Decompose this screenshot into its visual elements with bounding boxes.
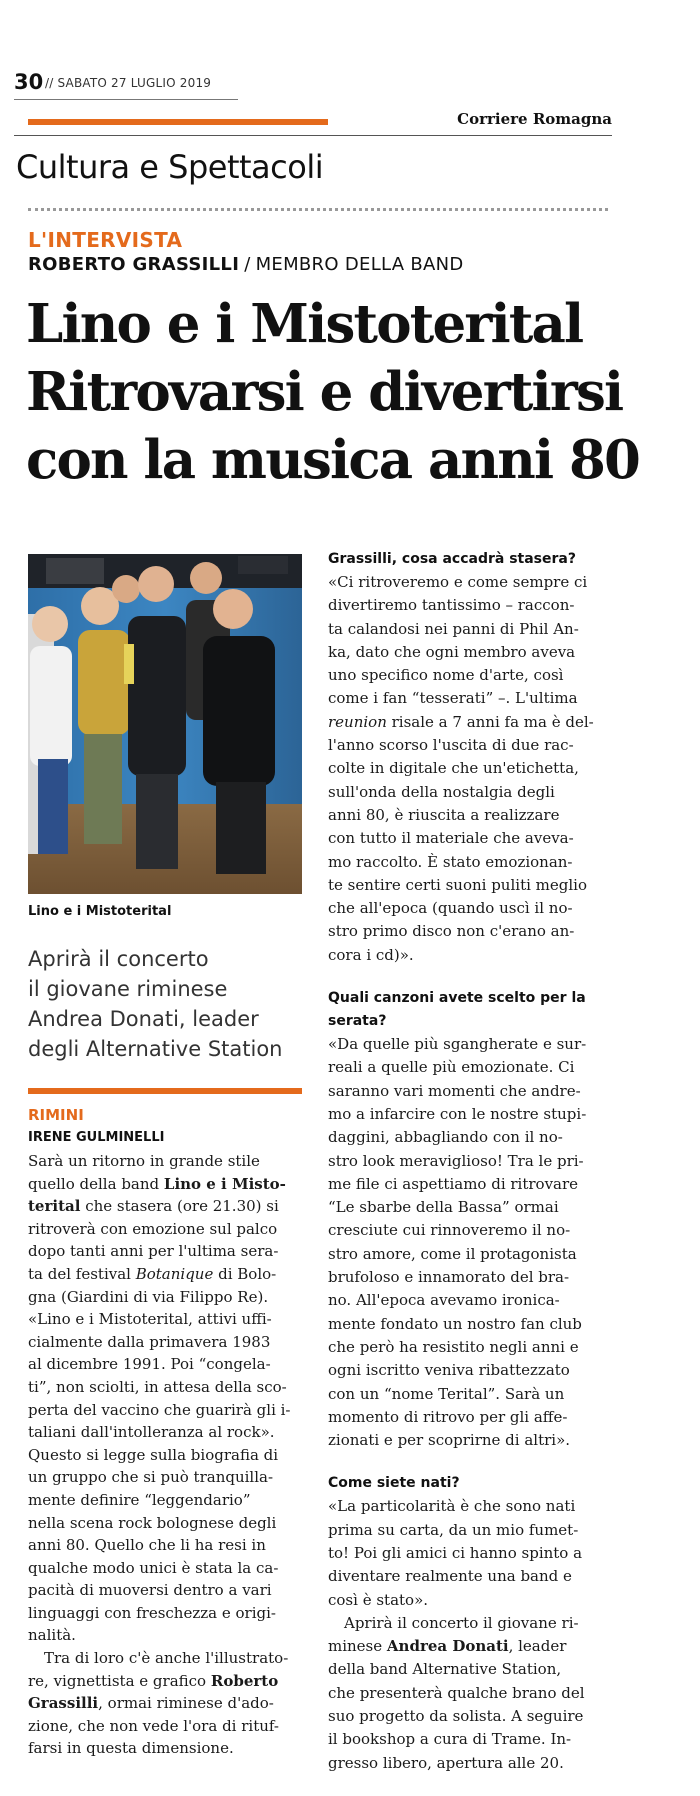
body-line: quello della band Lino e i Misto-: [28, 1174, 286, 1193]
answer-line: il bookshop a cura di Trame. In-: [328, 1730, 572, 1749]
answer-line: anni 80, è riuscita a realizzare: [328, 805, 560, 824]
answer-line: cora i cd)».: [328, 945, 414, 964]
answer-line: ka, dato che ogni membro aveva: [328, 642, 576, 661]
body-line: un gruppo che si può tranquilla-: [28, 1468, 274, 1487]
answer-line: Aprirà il concerto il giovane ri-: [344, 1613, 579, 1632]
answer-line: diventare realmente una band e: [328, 1567, 572, 1586]
answer-line: che all'epoca (quando uscì il no-: [328, 899, 573, 918]
answer-line: cresciute cui rinnoveremo il no-: [328, 1221, 571, 1240]
interview-question: Come siete nati?: [328, 1475, 460, 1492]
body-line: ti”, non sciolti, in attesa della sco-: [28, 1377, 287, 1396]
interview-question: serata?: [328, 1013, 387, 1030]
headline-line: Ritrovarsi e divertirsi: [26, 361, 623, 423]
interview-question: Quali canzoni avete scelto per la: [328, 990, 586, 1007]
body-line: Tra di loro c'è anche l'illustrato-: [44, 1649, 289, 1668]
body-line: Questo si legge sulla biografia di: [28, 1445, 279, 1464]
answer-line: stro primo disco non c'erano an-: [328, 922, 575, 941]
answer-line: ta calandosi nei panni di Phil An-: [328, 619, 579, 638]
answer-line: to! Poi gli amici ci hanno spinto a: [328, 1543, 583, 1562]
headline-line: Lino e i Mistoterital: [26, 293, 583, 355]
body-line: taliani dall'intolleranza al rock».: [28, 1423, 275, 1442]
answer-line: mente fondato un nostro fan club: [328, 1314, 582, 1333]
answer-line: momento di ritrovo per gli affe-: [328, 1407, 568, 1426]
answer-line: colte in digitale che un'etichetta,: [328, 759, 579, 778]
body-line: nalità.: [28, 1626, 76, 1645]
headline-line: con la musica anni 80: [26, 429, 640, 491]
kicker: L'INTERVISTA: [28, 228, 183, 252]
body-line: nella scena rock bolognese degli: [28, 1513, 277, 1532]
body-line: Grassilli, ormai riminese d'ado-: [28, 1694, 274, 1713]
pullquote-line: Aprirà il concerto: [28, 947, 209, 971]
masthead-rule: [14, 135, 612, 136]
section-accent-bar: [28, 119, 328, 125]
answer-line: me file ci aspettiamo di ritrovare: [328, 1174, 579, 1193]
answer-line: reunion risale a 7 anni fa ma è del-: [328, 712, 594, 731]
pullquote-line: Andrea Donati, leader: [28, 1007, 259, 1031]
pullquote-bar: [28, 1088, 302, 1094]
answer-line: sull'onda della nostalgia degli: [328, 782, 555, 801]
body-line: perta del vaccino che guarirà gli i-: [28, 1400, 291, 1419]
section-title: Cultura e Spettacoli: [16, 148, 324, 186]
pullquote: [28, 944, 308, 1064]
dateline-place: RIMINI: [28, 1106, 84, 1124]
answer-line: no. All'epoca avevamo ironica-: [328, 1291, 560, 1310]
newspaper-name: Corriere Romagna: [457, 110, 612, 128]
answer-line: saranno vari momenti che andre-: [328, 1081, 581, 1100]
pullquote-line: il giovane riminese: [28, 977, 228, 1001]
answer-line: stro look meraviglioso! Tra le pri-: [328, 1151, 584, 1170]
answer-line: «La particolarità è che sono nati: [328, 1497, 576, 1516]
body-line: zione, che non vede l'ora di rituf-: [28, 1716, 279, 1735]
issue-date: // SABATO 27 LUGLIO 2019: [45, 76, 212, 90]
body-line: ta del festival Botanique di Bolo-: [28, 1264, 277, 1283]
answer-line: divertiremo tantissimo – raccon-: [328, 596, 575, 615]
answer-line: così è stato».: [328, 1590, 429, 1609]
answer-line: “Le sbarbe della Bassa” ormai: [328, 1198, 559, 1217]
band-photo: [28, 554, 302, 894]
answer-line: come i fan “tesserati” –. L'ultima: [328, 689, 578, 708]
answer-line: te sentire certi suoni puliti meglio: [328, 875, 587, 894]
article-body-left: [28, 1150, 302, 1760]
byline-separator: /: [244, 254, 251, 275]
paragraph-gap: [328, 967, 604, 987]
body-line: qualche modo unici è stata la ca-: [28, 1558, 279, 1577]
body-line: dopo tanti anni per l'ultima sera-: [28, 1242, 279, 1261]
body-line: al dicembre 1991. Poi “congela-: [28, 1355, 271, 1374]
page-number: 30: [14, 70, 44, 94]
answer-line: ogni iscritto veniva ribattezzato: [328, 1361, 570, 1380]
body-line: gna (Giardini di via Filippo Re).: [28, 1287, 269, 1306]
answer-line: della band Alternative Station,: [328, 1660, 562, 1679]
pullquote-line: degli Alternative Station: [28, 1037, 283, 1061]
answer-line: con tutto il materiale che aveva-: [328, 829, 574, 848]
body-line: cialmente dalla primavera 1983: [28, 1332, 271, 1351]
body-line: pacità di muoversi dentro a vari: [28, 1581, 272, 1600]
body-line: terital che stasera (ore 21.30) si: [28, 1197, 279, 1216]
answer-line: brufoloso e innamorato del bra-: [328, 1268, 570, 1287]
answer-line: reali a quelle più emozionate. Ci: [328, 1058, 575, 1077]
body-line: ritroverà con emozione sul palco: [28, 1219, 278, 1238]
body-line: Sarà un ritorno in grande stile: [28, 1152, 260, 1170]
interview-question: Grassilli, cosa accadrà stasera?: [328, 551, 576, 567]
headline: [26, 290, 640, 494]
interviewee-name: ROBERTO GRASSILLI: [28, 254, 240, 275]
body-line: anni 80. Quello che li ha resi in: [28, 1536, 266, 1555]
body-line: farsi in questa dimensione.: [28, 1739, 234, 1758]
body-line: re, vignettista e grafico Roberto: [28, 1671, 279, 1690]
paragraph-gap: [328, 1452, 604, 1472]
body-line: linguaggi con freschezza e origi-: [28, 1603, 276, 1622]
dotted-divider: [28, 208, 608, 211]
photo-caption: Lino e i Mistoterital: [28, 904, 172, 919]
body-line: «Lino e i Mistoterital, attivi uffi-: [28, 1310, 272, 1329]
answer-line: stro amore, come il protagonista: [328, 1244, 577, 1263]
answer-line: «Da quelle più sgangherate e sur-: [328, 1035, 587, 1054]
answer-line: uno specifico nome d'arte, così: [328, 666, 564, 685]
answer-line: zionati e per scoprirne di altri».: [328, 1431, 571, 1450]
answer-line: che però ha resistito negli anni e: [328, 1337, 579, 1356]
answer-line: mo raccolto. È stato emozionan-: [328, 852, 573, 871]
interviewee-role: MEMBRO DELLA BAND: [255, 254, 464, 275]
article-author: IRENE GULMINELLI: [28, 1130, 165, 1145]
answer-line: «Ci ritroveremo e come sempre ci: [328, 573, 588, 591]
answer-line: l'anno scorso l'uscita di due rac-: [328, 736, 574, 755]
body-line: mente definire “leggendario”: [28, 1490, 251, 1509]
answer-line: minese Andrea Donati, leader: [328, 1637, 567, 1656]
article-body-right: [328, 548, 604, 1775]
answer-line: prima su carta, da un mio fumet-: [328, 1520, 579, 1539]
answer-line: gresso libero, apertura alle 20.: [328, 1753, 564, 1772]
answer-line: suo progetto da solista. A seguire: [328, 1707, 584, 1726]
top-rule: [14, 99, 238, 100]
answer-line: con un “nome Terital”. Sarà un: [328, 1384, 565, 1403]
answer-line: daggini, abbagliando con il no-: [328, 1128, 563, 1147]
answer-line: che presenterà qualche brano del: [328, 1683, 585, 1702]
interviewee-byline: [28, 254, 464, 275]
answer-line: mo a infarcire con le nostre stupi-: [328, 1104, 587, 1123]
